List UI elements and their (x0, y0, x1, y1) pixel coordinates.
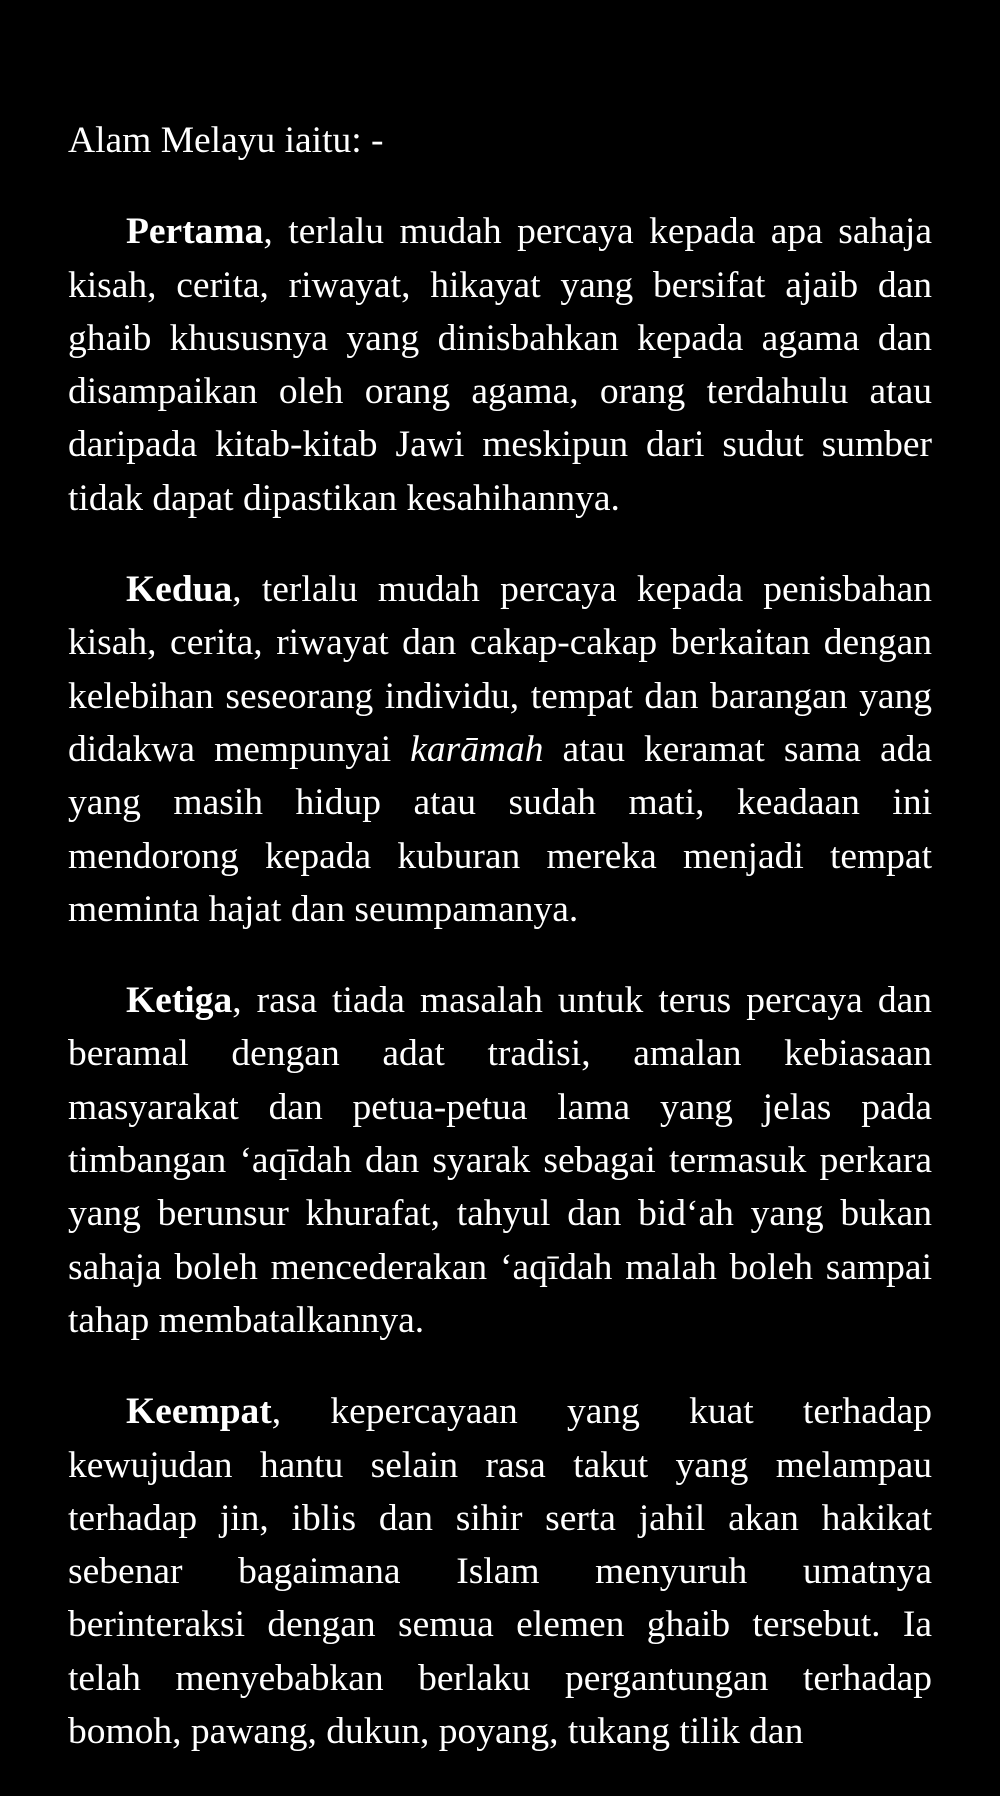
paragraph-lead: Keempat (126, 1391, 272, 1433)
paragraph-lead: Ketiga (126, 980, 233, 1022)
paragraph-text: , terlalu mudah percaya kepada penisbahan kisah, cerita, riwayat dan cakap-cakap berkaitan dengan kelebihan seseorang individu, tempat dan barangan yang didakwa mempunyai (68, 569, 932, 770)
italic-term: karāmah (410, 728, 544, 770)
document-page (68, 114, 932, 1796)
paragraph-text: , rasa tiada masalah untuk terus percaya dan beramal dengan adat tradisi, amalan kebiasaan masyarakat dan petua-petua lama yang jelas pada timbangan ‘aqīdah dan syarak sebagai termasuk perkara yang berunsur khurafat, tahyul dan bid‘ah yang bukan sahaja boleh mencederakan ‘aqīdah malah boleh sampai tahap membatalkannya. (68, 980, 932, 1341)
paragraph-ketiga (68, 974, 932, 1347)
intro-line: Alam Melayu iaitu: - (68, 120, 384, 161)
paragraph-text: , kepercayaan yang kuat terhadap kewujudan hantu selain rasa takut yang melampau terhadap jin, iblis dan sihir serta jahil akan hakikat sebenar bagaimana Islam menyuruh umatnya berinteraksi dengan semua elemen ghaib tersebut. Ia telah menyebabkan berlaku pergantungan terhadap bomoh, pawang, dukun, poyang, tukang tilik dan (68, 1391, 932, 1753)
paragraph-text: atau keramat sama ada yang masih hidup atau sudah mati, keadaan ini mendorong kepada kuburan mereka menjadi tempat meminta hajat dan seumpamanya. (68, 728, 932, 930)
paragraph-lead: Kedua (126, 569, 233, 611)
paragraph-pertama (68, 205, 932, 525)
paragraph-keempat (68, 1385, 932, 1758)
paragraph-text: , terlalu mudah percaya kepada apa sahaja kisah, cerita, riwayat, hikayat yang bersifat ajaib dan ghaib khususnya yang dinisbahkan kepada agama dan disampaikan oleh orang agama, orang terdahulu atau daripada kitab-kitab Jawi meskipun dari sudut sumber tidak dapat dipastikan kesahihannya. (68, 211, 932, 519)
paragraph-kedua (68, 563, 932, 936)
paragraph-lead: Pertama (126, 211, 264, 253)
